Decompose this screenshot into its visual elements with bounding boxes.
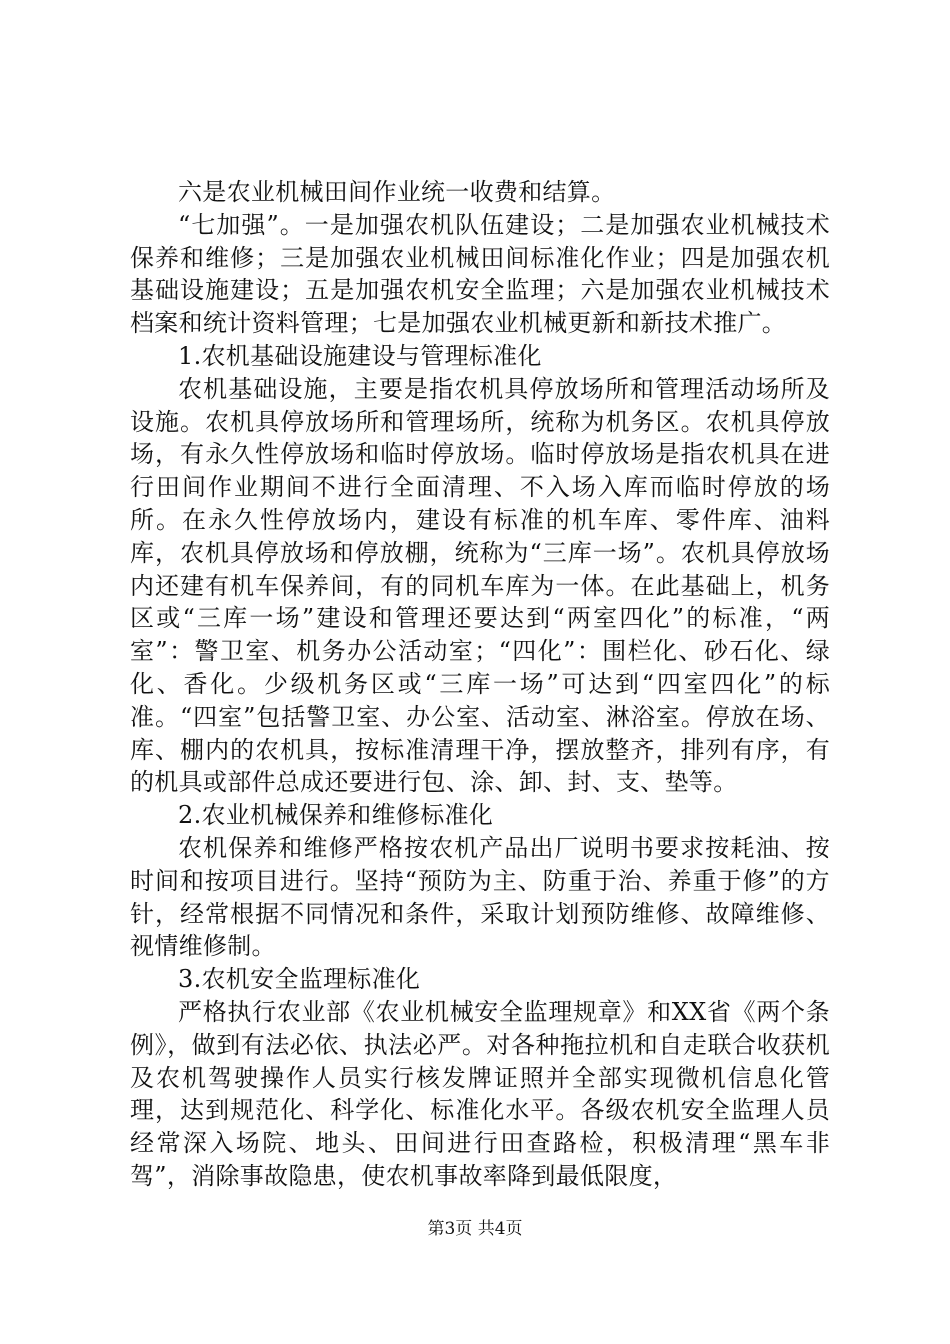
paragraph: 农机保养和维修严格按农机产品出厂说明书要求按耗油、按时间和按项目进行。坚持“预防为主、防重于治、养重于修”的方针，经常根据不同情况和条件，采取计划预防维修、故障维修、视情维修制。 bbox=[130, 833, 830, 961]
paragraph: “七加强”。一是加强农机队伍建设；二是加强农业机械技术保养和维修；三是加强农业机械田间标准化作业；四是加强农机基础设施建设；五是加强农机安全监理；六是加强农业机械技术档案和统计资料管理；七是加强农业机械更新和新技术推广。 bbox=[130, 210, 830, 338]
page-number: 第3页 共4页 bbox=[427, 1219, 523, 1239]
section-heading: 1.农机基础设施建设与管理标准化 bbox=[178, 341, 542, 370]
paragraph: 严格执行农业部《农业机械安全监理规章》和XX省《两个条例》，做到有法必依、执法必严。对各种拖拉机和自走联合收获机及农机驾驶操作人员实行核发牌证照并全部实现微机信息化管理，达到规范化、科学化、标准化水平。各级农机安全监理人员经常深入场院、地头、田间进行田查路检，积极清理“黑车非驾”，消除事故隐患，使农机事故率降到最低限度， bbox=[130, 997, 830, 1190]
document-body bbox=[130, 176, 830, 1193]
page-footer bbox=[0, 1218, 950, 1240]
paragraph: 六是农业机械田间作业统一收费和结算。 bbox=[178, 178, 616, 206]
section-heading: 2.农业机械保养和维修标准化 bbox=[178, 801, 494, 830]
paragraph: 农机基础设施，主要是指农机具停放场所和管理活动场所及设施。农机具停放场所和管理场所，统称为机务区。农机具停放场，有永久性停放场和临时停放场。临时停放场是指农机具在进行田间作业期间不进行全面清理、不入场入库而临时停放的场所。在永久性停放场内，建设有标准的机车库、零件库、油料库，农机具停放场和停放棚，统称为“三库一场”。农机具停放场内还建有机车保养间，有的同机车库为一体。在此基础上，机务区或“三库一场”建设和管理还要达到“两室四化”的标准，“两室”：警卫室、机务办公活动室；“四化”：围栏化、砂石化、绿化、香化。少级机务区或“三库一场”可达到“四室四化”的标准。“四室”包括警卫室、办公室、活动室、淋浴室。停放在场、库、棚内的农机具，按标准清理干净，摆放整齐，排列有序，有的机具或部件总成还要进行包、涂、卸、封、支、垫等。 bbox=[130, 374, 830, 797]
section-heading: 3.农机安全监理标准化 bbox=[178, 965, 421, 994]
